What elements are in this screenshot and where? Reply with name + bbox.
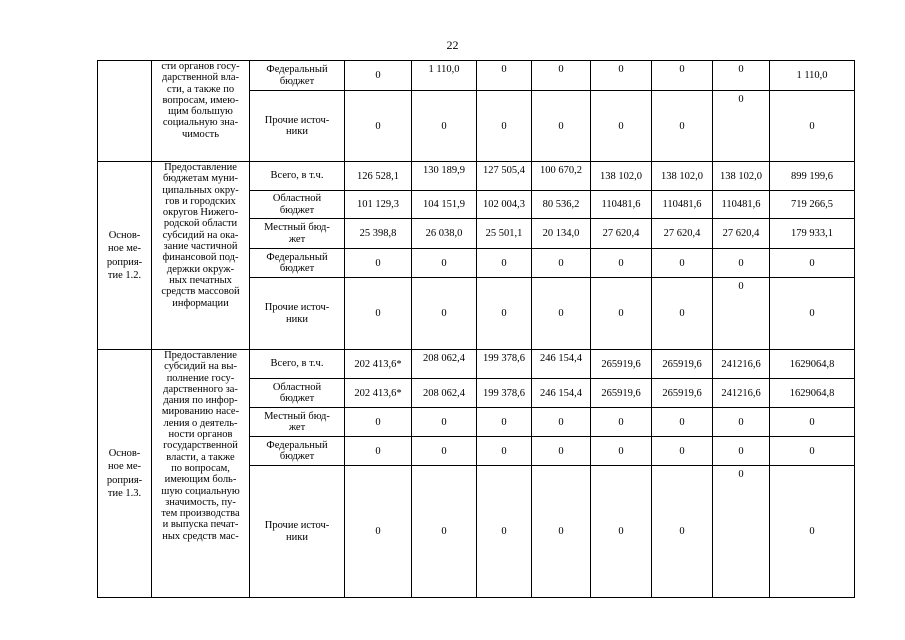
value-cell: 0 xyxy=(345,91,412,162)
value-cell: 0 xyxy=(477,91,532,162)
value-cell: 127 505,4 xyxy=(477,162,532,191)
event-name-cell xyxy=(98,61,152,162)
value-cell: 0 xyxy=(532,91,591,162)
value-cell: 0 xyxy=(477,249,532,278)
funding-source-line: бюджет xyxy=(279,204,315,216)
event-description-line: тем производства xyxy=(161,508,240,520)
table-row xyxy=(98,162,855,191)
event-description-cell xyxy=(152,350,250,598)
event-name-line: тие 1.3. xyxy=(107,488,142,499)
funding-source-cell xyxy=(250,278,345,350)
funding-source-cell xyxy=(250,249,345,278)
event-description-line: средств массовой xyxy=(161,286,240,298)
value-cell: 138 102,0 xyxy=(652,162,713,191)
event-description-line: бюджетам муни- xyxy=(162,173,239,185)
event-description-line: субсидий на ока- xyxy=(162,229,239,241)
event-description-line: по вопросам, xyxy=(171,462,230,474)
value-cell: 27 620,4 xyxy=(591,219,652,249)
funding-source-line: бюджет xyxy=(279,393,315,404)
value-cell: 0 xyxy=(770,466,855,598)
funding-source-cell xyxy=(250,219,345,249)
value-cell: 0 xyxy=(770,249,855,278)
value-cell: 0 xyxy=(412,249,477,278)
event-description-line: Предоставление xyxy=(164,162,237,173)
value-cell: 0 xyxy=(477,278,532,350)
value-cell: 1629064,8 xyxy=(770,350,855,379)
event-description-line: ципальных окру- xyxy=(162,184,239,196)
funding-source-line: Прочие источ- xyxy=(264,302,330,313)
event-name-line: Основ- xyxy=(108,447,141,459)
event-description-line: чимость xyxy=(181,128,220,140)
value-cell: 25 501,1 xyxy=(477,219,532,249)
page-number: 22 xyxy=(446,38,459,52)
table-row xyxy=(98,350,855,379)
value-cell: 0 xyxy=(591,437,652,466)
value-cell: 0 xyxy=(713,61,770,91)
event-name-cell xyxy=(98,350,152,598)
value-cell: 110481,6 xyxy=(652,191,713,219)
value-cell: 0 xyxy=(477,408,532,437)
event-description-line: и выпуска печат- xyxy=(162,519,239,531)
funding-source-line: бюджет xyxy=(279,263,315,274)
value-cell: 126 528,1 xyxy=(345,162,412,191)
event-name-line: ное ме- xyxy=(107,461,142,472)
event-description-line: ления о деятель- xyxy=(163,417,238,429)
value-cell: 26 038,0 xyxy=(412,219,477,249)
value-cell: 0 xyxy=(591,61,652,91)
value-cell: 0 xyxy=(713,278,770,350)
value-cell: 0 xyxy=(477,466,532,598)
value-cell: 0 xyxy=(652,249,713,278)
funding-source-line: Всего, в т.ч. xyxy=(270,170,324,182)
event-description-line: финансовой под- xyxy=(162,252,239,264)
value-cell: 0 xyxy=(591,91,652,162)
value-cell: 25 398,8 xyxy=(345,219,412,249)
funding-source-line: Федеральный xyxy=(266,439,328,451)
funding-source-cell xyxy=(250,162,345,191)
value-cell: 208 062,4 xyxy=(412,379,477,408)
value-cell: 0 xyxy=(652,408,713,437)
event-description-line: социальную зна- xyxy=(162,117,239,129)
value-cell: 0 xyxy=(477,437,532,466)
value-cell: 0 xyxy=(591,278,652,350)
value-cell: 0 xyxy=(412,408,477,437)
event-description-line: Предоставление xyxy=(164,350,237,361)
value-cell: 0 xyxy=(652,91,713,162)
value-cell: 0 xyxy=(713,249,770,278)
value-cell: 265919,6 xyxy=(652,350,713,379)
value-cell: 0 xyxy=(345,61,412,91)
value-cell: 102 004,3 xyxy=(477,191,532,219)
value-cell: 265919,6 xyxy=(591,350,652,379)
value-cell: 20 134,0 xyxy=(532,219,591,249)
value-cell: 0 xyxy=(652,61,713,91)
value-cell: 0 xyxy=(713,437,770,466)
funding-source-line: Местный бюд- xyxy=(264,410,330,422)
value-cell: 0 xyxy=(345,408,412,437)
event-description-line: значимость, пу- xyxy=(165,496,236,508)
value-cell: 0 xyxy=(345,249,412,278)
event-description-line: ных печатных xyxy=(169,274,232,286)
event-name-line: Основ- xyxy=(108,229,141,241)
funding-source-line: Прочие источ- xyxy=(264,520,330,531)
event-description-line: держки окруж- xyxy=(166,263,235,275)
value-cell: 138 102,0 xyxy=(713,162,770,191)
value-cell: 0 xyxy=(412,437,477,466)
event-description-line: дания по инфор- xyxy=(163,395,238,407)
value-cell: 27 620,4 xyxy=(652,219,713,249)
value-cell: 0 xyxy=(477,61,532,91)
value-cell: 1629064,8 xyxy=(770,379,855,408)
event-name-line: ное ме- xyxy=(107,243,142,254)
value-cell: 179 933,1 xyxy=(770,219,855,249)
funding-source-line: жет xyxy=(288,233,306,245)
value-cell: 0 xyxy=(345,466,412,598)
value-cell: 0 xyxy=(532,437,591,466)
value-cell: 0 xyxy=(770,408,855,437)
value-cell: 1 110,0 xyxy=(412,61,477,91)
value-cell: 199 378,6 xyxy=(477,379,532,408)
funding-source-line: ники xyxy=(286,313,308,325)
value-cell: 265919,6 xyxy=(591,379,652,408)
event-description-cell xyxy=(152,61,250,162)
value-cell: 0 xyxy=(713,466,770,598)
funding-source-cell xyxy=(250,350,345,379)
value-cell: 246 154,4 xyxy=(532,379,591,408)
value-cell: 0 xyxy=(532,278,591,350)
funding-source-line: Областной xyxy=(272,381,322,393)
value-cell: 0 xyxy=(591,466,652,598)
budget-table xyxy=(97,60,855,598)
value-cell: 0 xyxy=(652,466,713,598)
value-cell: 202 413,6* xyxy=(345,350,412,379)
event-description-line: дарственного за- xyxy=(163,383,238,395)
event-description-line: ных средств мас- xyxy=(162,530,239,542)
value-cell: 0 xyxy=(412,278,477,350)
funding-source-line: Областной xyxy=(272,193,322,204)
value-cell: 0 xyxy=(345,437,412,466)
funding-source-line: жет xyxy=(288,422,306,433)
value-cell: 0 xyxy=(532,61,591,91)
event-description-line: имеющим боль- xyxy=(164,474,237,486)
funding-source-line: бюджет xyxy=(279,451,315,462)
event-description-line: сти органов госу- xyxy=(161,61,240,72)
value-cell: 0 xyxy=(532,408,591,437)
funding-source-line: Местный бюд- xyxy=(264,222,330,233)
event-description-line: субсидий на вы- xyxy=(164,361,237,373)
funding-source-line: Федеральный xyxy=(266,251,328,263)
event-description-line: вопросам, имею- xyxy=(162,94,239,106)
value-cell: 130 189,9 xyxy=(412,162,477,191)
funding-source-line: ники xyxy=(286,531,308,543)
funding-source-line: Всего, в т.ч. xyxy=(270,358,324,370)
funding-source-line: Федеральный xyxy=(266,64,328,75)
funding-source-cell xyxy=(250,466,345,598)
funding-source-cell xyxy=(250,437,345,466)
value-cell: 1 110,0 xyxy=(770,61,855,91)
value-cell: 241216,6 xyxy=(713,350,770,379)
value-cell: 719 266,5 xyxy=(770,191,855,219)
value-cell: 0 xyxy=(591,408,652,437)
value-cell: 202 413,6* xyxy=(345,379,412,408)
value-cell: 0 xyxy=(652,278,713,350)
funding-source-cell xyxy=(250,408,345,437)
value-cell: 0 xyxy=(532,249,591,278)
event-name-line: роприя- xyxy=(106,256,143,268)
value-cell: 0 xyxy=(770,278,855,350)
event-description-line: власти, а также xyxy=(166,451,235,463)
event-description-line: щим большую xyxy=(168,106,233,118)
value-cell: 138 102,0 xyxy=(591,162,652,191)
event-description-line: шую социальную xyxy=(161,485,240,497)
event-name-cell xyxy=(98,162,152,350)
table-row xyxy=(98,61,855,91)
event-name-line: тие 1.2. xyxy=(107,270,142,281)
value-cell: 110481,6 xyxy=(713,191,770,219)
event-description-line: государственной xyxy=(163,440,238,452)
value-cell: 0 xyxy=(345,278,412,350)
value-cell: 0 xyxy=(770,437,855,466)
value-cell: 100 670,2 xyxy=(532,162,591,191)
value-cell: 0 xyxy=(532,466,591,598)
event-description-line: ности органов xyxy=(168,429,233,441)
funding-source-line: Прочие источ- xyxy=(264,114,330,126)
value-cell: 0 xyxy=(591,249,652,278)
value-cell: 199 378,6 xyxy=(477,350,532,379)
event-description-line: гов и городских xyxy=(165,195,236,207)
value-cell: 0 xyxy=(652,437,713,466)
value-cell: 899 199,6 xyxy=(770,162,855,191)
event-name-line: роприя- xyxy=(106,474,143,486)
value-cell: 0 xyxy=(412,466,477,598)
event-description-line: информации xyxy=(172,297,229,309)
value-cell: 110481,6 xyxy=(591,191,652,219)
event-description-line: дарственной вла- xyxy=(161,72,239,84)
funding-source-cell xyxy=(250,91,345,162)
value-cell: 0 xyxy=(713,408,770,437)
funding-source-line: ники xyxy=(286,126,308,137)
event-description-line: зание частичной xyxy=(163,241,238,253)
value-cell: 101 129,3 xyxy=(345,191,412,219)
event-description-cell xyxy=(152,162,250,350)
value-cell: 80 536,2 xyxy=(532,191,591,219)
value-cell: 0 xyxy=(770,91,855,162)
event-description-line: мированию насе- xyxy=(161,406,240,418)
funding-source-cell xyxy=(250,379,345,408)
event-description-line: округов Нижего- xyxy=(162,207,239,219)
value-cell: 265919,6 xyxy=(652,379,713,408)
funding-source-cell xyxy=(250,191,345,219)
value-cell: 0 xyxy=(412,91,477,162)
value-cell: 27 620,4 xyxy=(713,219,770,249)
value-cell: 208 062,4 xyxy=(412,350,477,379)
funding-source-line: бюджет xyxy=(279,75,315,87)
value-cell: 241216,6 xyxy=(713,379,770,408)
event-description-line: полнение госу- xyxy=(166,372,235,384)
value-cell: 246 154,4 xyxy=(532,350,591,379)
event-description-line: сти, а также по xyxy=(166,83,235,95)
value-cell: 0 xyxy=(713,91,770,162)
event-description-line: родской области xyxy=(163,218,238,230)
funding-source-cell xyxy=(250,61,345,91)
value-cell: 104 151,9 xyxy=(412,191,477,219)
